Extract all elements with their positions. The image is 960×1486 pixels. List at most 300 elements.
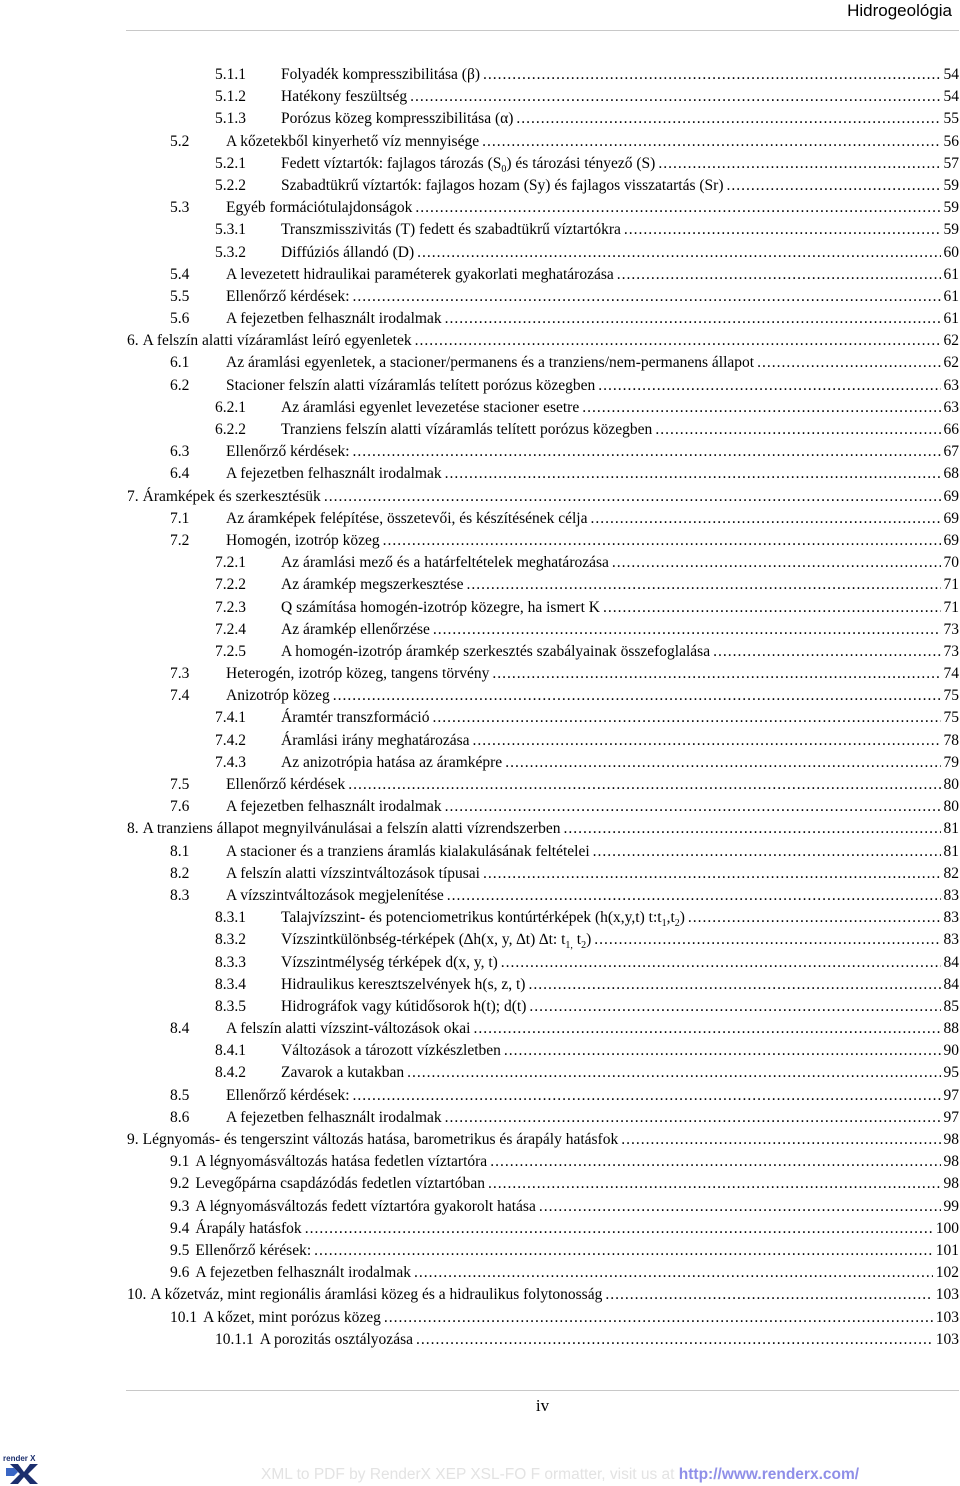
toc-entry-title — [281, 974, 525, 996]
toc-entry-title — [226, 1107, 442, 1129]
toc-entry-title-part: A felszín alatti vízszint-változások okai — [226, 1020, 471, 1038]
toc-entry-title — [226, 863, 480, 885]
toc-dot-leader — [445, 1107, 941, 1129]
toc-entry-subscript: 2 — [674, 918, 680, 930]
toc-entry[interactable] — [0, 641, 960, 663]
toc-entry-number: 7.4 — [170, 687, 190, 705]
toc-entry-page: 69 — [943, 487, 959, 505]
toc-entry-number: 7.4.3 — [215, 753, 246, 771]
toc-entry[interactable] — [0, 264, 960, 286]
toc-entry-page: 68 — [943, 465, 959, 483]
toc-entry-title-part: Áramképek és szerkesztésük — [142, 487, 321, 505]
toc-entry[interactable] — [0, 308, 960, 330]
toc-entry-number: 5.3.1 — [215, 221, 246, 239]
toc-entry-title — [281, 929, 591, 951]
toc-entry-title — [195, 1196, 535, 1218]
toc-entry-number: 8.3.1 — [215, 909, 246, 927]
toc-entry-title — [226, 308, 442, 330]
toc-entry[interactable] — [0, 1062, 960, 1084]
toc-entry[interactable] — [0, 352, 960, 374]
toc-dot-leader — [482, 131, 940, 153]
toc-entry-number: 8. — [127, 820, 139, 838]
toc-entry[interactable] — [0, 841, 960, 863]
toc-entry-title-part: A felszín alatti vízáramlást leíró egyenletek — [142, 332, 412, 350]
toc-entry-title-part: t — [572, 931, 582, 949]
toc-entry-page: 73 — [943, 642, 959, 660]
toc-entry-title-part: A fejezetben felhasznált irodalmak — [226, 310, 442, 328]
toc-entry-title — [203, 1307, 381, 1329]
toc-dot-leader — [416, 1329, 933, 1351]
toc-entry-title-part: Anizotróp közeg — [226, 687, 330, 705]
toc-dot-leader — [605, 1284, 932, 1306]
toc-entry-title-part: Az áramlási egyenletek, a stacioner/permanens és a tranziens/nem-permanens állapot — [226, 354, 755, 372]
toc-entry-page: 59 — [943, 221, 959, 239]
toc-entry-title — [226, 197, 412, 219]
toc-entry[interactable] — [0, 574, 960, 596]
toc-entry-page: 98 — [943, 1131, 959, 1148]
toc-dot-leader — [655, 419, 940, 441]
toc-entry-page: 97 — [943, 1086, 959, 1104]
toc-dot-leader — [417, 242, 940, 264]
toc-entry-title-part: A tranziens állapot megnyilvánulásai a felszín alatti vízrendszerben — [142, 820, 561, 838]
toc-entry-number: 8.6 — [170, 1108, 190, 1126]
toc-entry-page: 100 — [935, 1219, 959, 1237]
toc-entry[interactable] — [0, 619, 960, 641]
toc-dot-leader — [598, 375, 940, 397]
toc-entry-title-part: ,t — [666, 909, 675, 927]
toc-entry[interactable] — [0, 441, 960, 463]
toc-entry-page: 75 — [943, 709, 959, 727]
toc-entry-title — [226, 441, 350, 463]
toc-entry-page: 60 — [943, 243, 959, 261]
toc-entry-page: 69 — [943, 531, 959, 549]
toc-entry[interactable] — [0, 463, 960, 485]
toc-entry-title — [143, 486, 321, 508]
toc-entry-title — [226, 774, 345, 796]
toc-entry[interactable] — [0, 108, 960, 130]
toc-entry-title — [226, 841, 590, 863]
toc-entry-title — [226, 1018, 470, 1040]
toc-entry-title-part: Az áramlási egyenlet levezetése stacioner esetre — [281, 398, 580, 416]
toc-entry-number: 8.3.2 — [215, 931, 246, 949]
toc-dot-leader — [492, 663, 940, 685]
toc-entry-title-part: A kőzetváz, mint regionális áramlási közeg és a hidraulikus folytonosság — [150, 1286, 603, 1304]
toc-dot-leader — [593, 841, 941, 863]
toc-entry[interactable] — [0, 730, 960, 752]
toc-entry-number: 6.2.1 — [215, 398, 246, 416]
toc-entry-number: 9.4 — [170, 1219, 190, 1237]
toc-entry-page: 71 — [943, 598, 959, 616]
toc-dot-leader — [621, 1129, 940, 1151]
toc-entry-title-part: A porozitás osztályozása — [259, 1330, 413, 1348]
toc-entry-title — [226, 286, 350, 308]
toc-entry-title — [281, 730, 470, 752]
toc-entry-title-part: Ellenőrző kérdések — [226, 776, 346, 793]
toc-entry-number: 9. — [127, 1131, 139, 1148]
toc-entry-title-part: Egyéb formációtulajdonságok — [226, 199, 413, 217]
toc-entry-number: 8.5 — [170, 1086, 190, 1104]
toc-entry-number: 9.1 — [170, 1153, 190, 1171]
toc-entry-title — [281, 108, 513, 130]
toc-dot-leader — [488, 1173, 941, 1195]
toc-entry-title-part: Heterogén, izotróp közeg, tangens törvény — [226, 665, 490, 683]
toc-entry-title — [281, 752, 502, 774]
toc-entry[interactable] — [0, 530, 960, 552]
toc-entry-subscript: 2 — [581, 940, 587, 952]
toc-entry-page: 63 — [943, 376, 959, 394]
toc-entry[interactable] — [0, 219, 960, 241]
toc-dot-leader — [594, 929, 940, 951]
toc-entry-title-part: Hidrográfok vagy kútidősorok h(t); d(t) — [281, 997, 527, 1015]
toc-entry[interactable] — [0, 1085, 960, 1107]
toc-entry-page: 82 — [943, 864, 959, 882]
toc-entry[interactable] — [0, 64, 960, 86]
toc-entry-number: 8.4.2 — [215, 1064, 246, 1082]
toc-entry[interactable] — [0, 796, 960, 818]
toc-entry-number: 8.3 — [170, 886, 190, 904]
toc-entry-title — [281, 64, 480, 86]
toc-dot-leader — [490, 1151, 940, 1173]
toc-entry[interactable] — [0, 486, 960, 508]
toc-dot-leader — [617, 264, 941, 286]
toc-dot-leader — [324, 486, 941, 508]
toc-entry-number: 5.6 — [170, 310, 190, 328]
toc-entry-title — [226, 796, 442, 818]
toc-entry-title-part: Az áramkép megszerkesztése — [281, 576, 464, 594]
toc-entry-title-part: Áramtér transzformáció — [281, 709, 430, 727]
toc-entry-title — [281, 907, 685, 929]
toc-entry-number: 7.2.1 — [215, 554, 246, 572]
toc-dot-leader — [501, 952, 941, 974]
toc-entry-page: 54 — [943, 66, 959, 83]
toc-entry-title — [226, 264, 614, 286]
toc-entry-page: 98 — [943, 1175, 959, 1193]
toc-entry-title-part: A fejezetben felhasznált irodalmak — [226, 1108, 442, 1126]
toc-dot-leader — [384, 1307, 933, 1329]
toc-entry-page: 84 — [943, 975, 959, 993]
toc-entry-title — [281, 175, 723, 197]
toc-entry-number: 7.2.5 — [215, 642, 246, 660]
toc-entry-title — [143, 818, 561, 840]
toc-entry-number: 9.2 — [170, 1175, 190, 1193]
toc-entry-title-part: Stacioner felszín alatti vízáramlás telített porózus közegben — [226, 376, 596, 394]
toc-dot-leader — [314, 1240, 933, 1262]
toc-entry-number: 6.2 — [170, 376, 190, 394]
toc-entry-page: 84 — [943, 953, 959, 971]
toc-entry-page: 67 — [943, 443, 959, 461]
toc-dot-leader — [624, 219, 941, 241]
toc-dot-leader — [353, 286, 941, 308]
toc-entry-title-part: Az áramlási mező és a határfeltételek meghatározása — [281, 554, 609, 572]
toc-dot-leader — [410, 86, 940, 108]
toc-entry-page: 80 — [943, 798, 959, 816]
toc-entry[interactable] — [0, 1329, 960, 1351]
toc-dot-leader — [564, 818, 941, 840]
toc-entry-title-part: Szabadtükrű víztartók: fajlagos hozam (Sy) és fajlagos visszatartás (Sr) — [281, 176, 724, 194]
renderx-logo-text: render X — [3, 1454, 36, 1463]
toc-entry-page: 61 — [943, 287, 959, 305]
toc-entry-title-part: Vízszintmélység térképek d(x, y, t) — [281, 953, 498, 971]
toc-entry[interactable] — [0, 1173, 960, 1195]
toc-entry-number: 5.3 — [170, 199, 190, 217]
toc-dot-leader — [529, 996, 940, 1018]
toc-entry[interactable] — [0, 929, 960, 951]
toc-entry-title-part: A homogén-izotróp áramkép szerkesztés szabályainak összefoglalása — [281, 642, 711, 660]
toc-entry[interactable] — [0, 707, 960, 729]
toc-entry-title-part: ) — [679, 909, 685, 927]
toc-entry-title — [281, 419, 652, 441]
toc-entry-number: 10. — [127, 1286, 147, 1304]
toc-entry-number: 7.4.2 — [215, 731, 246, 749]
toc-entry[interactable] — [0, 175, 960, 197]
toc-entry-title — [260, 1329, 413, 1351]
toc-dot-leader — [466, 574, 940, 596]
toc-dot-leader — [383, 530, 941, 552]
toc-entry[interactable] — [0, 197, 960, 219]
toc-entry-title — [195, 1173, 485, 1195]
toc-dot-leader — [688, 907, 941, 929]
toc-entry-title — [281, 219, 621, 241]
toc-entry-title — [226, 1085, 350, 1107]
toc-entry-title-part: A stacioner és a tranziens áramlás kialakulásának feltételei — [226, 842, 590, 860]
toc-entry[interactable] — [0, 952, 960, 974]
toc-dot-leader — [516, 108, 940, 130]
toc-entry-title-part: A kőzet, mint porózus közeg — [203, 1308, 381, 1326]
toc-entry[interactable] — [0, 419, 960, 441]
toc-dot-leader — [305, 1218, 933, 1240]
toc-entry-page: 85 — [943, 997, 959, 1015]
toc-entry-page: 71 — [943, 576, 959, 594]
toc-entry[interactable] — [0, 752, 960, 774]
toc-entry-title — [143, 1129, 619, 1151]
toc-entry-title-part: A légnyomásváltozás fedett víztartóra gyakorolt hatása — [195, 1197, 536, 1215]
toc-entry-page: 74 — [943, 665, 959, 683]
toc-dot-leader — [539, 1196, 941, 1218]
toc-entry-number: 8.3.5 — [215, 997, 246, 1015]
toc-entry-number: 8.2 — [170, 864, 190, 882]
toc-entry-title-part: Ellenőrző kérdések: — [226, 443, 350, 461]
header-divider — [126, 30, 959, 31]
toc-entry-title — [226, 131, 479, 153]
toc-entry-title-part: Levegőpárna csapdázódás fedetlen víztartóban — [195, 1175, 485, 1193]
toc-entry[interactable] — [0, 1307, 960, 1329]
toc-entry-page: 66 — [943, 421, 959, 438]
toc-dot-leader — [353, 1085, 941, 1107]
toc-entry-number: 6.3 — [170, 443, 190, 461]
toc-entry-number: 5.1.3 — [215, 110, 246, 128]
toc-dot-leader — [333, 685, 941, 707]
toc-entry[interactable] — [0, 86, 960, 108]
toc-entry[interactable] — [0, 508, 960, 530]
toc-dot-leader — [757, 352, 940, 374]
toc-entry-title — [281, 552, 609, 574]
toc-entry[interactable] — [0, 1240, 960, 1262]
toc-entry-number: 7.4.1 — [215, 709, 246, 727]
toc-entry-title-part: Porózus közeg kompresszibilitása (α) — [281, 110, 514, 128]
toc-entry[interactable] — [0, 1129, 960, 1151]
toc-entry[interactable] — [0, 375, 960, 397]
toc-entry[interactable] — [0, 1196, 960, 1218]
toc-entry-title — [195, 1262, 411, 1284]
toc-entry[interactable] — [0, 863, 960, 885]
toc-entry-title-part: A vízszintváltozások megjelenítése — [226, 886, 444, 904]
toc-dot-leader — [612, 552, 941, 574]
toc-entry-page: 59 — [943, 176, 959, 194]
toc-entry[interactable] — [0, 774, 960, 796]
toc-entry-number: 10.1 — [170, 1308, 198, 1326]
toc-entry-number: 7.5 — [170, 776, 190, 793]
toc-entry[interactable] — [0, 286, 960, 308]
toc-entry[interactable] — [0, 153, 960, 175]
toc-dot-leader — [415, 330, 941, 352]
toc-entry[interactable] — [0, 907, 960, 929]
toc-entry[interactable] — [0, 996, 960, 1018]
toc-entry-title-part: A felszín alatti vízszintváltozások típusai — [226, 864, 480, 882]
toc-entry[interactable] — [0, 131, 960, 153]
watermark-text: XML to PDF by RenderX XEP XSL-FO F ormatter, visit us at — [261, 1466, 679, 1483]
toc-entry[interactable] — [0, 974, 960, 996]
toc-entry[interactable] — [0, 597, 960, 619]
toc-entry[interactable] — [0, 685, 960, 707]
toc-entry-page: 103 — [935, 1308, 959, 1326]
toc-entry-page: 61 — [943, 265, 959, 283]
toc-entry[interactable] — [0, 242, 960, 264]
toc-entry-title — [226, 885, 444, 907]
renderx-logo-icon — [2, 1452, 42, 1484]
toc-entry[interactable] — [0, 663, 960, 685]
toc-entry-number: 5.1.2 — [215, 88, 246, 106]
toc-entry-subscript: 1 — [661, 918, 667, 930]
toc-entry[interactable] — [0, 818, 960, 840]
renderx-website-link[interactable]: http://www.renderx.com/ — [678, 1466, 860, 1483]
toc-entry-page: 103 — [935, 1286, 959, 1304]
toc-dot-leader — [504, 1040, 941, 1062]
toc-entry-title — [281, 1062, 404, 1084]
toc-entry-page: 83 — [943, 931, 959, 949]
toc-dot-leader — [726, 175, 940, 197]
toc-entry-page: 56 — [943, 132, 959, 150]
toc-entry-page: 102 — [935, 1264, 959, 1282]
toc-dot-leader — [713, 641, 940, 663]
toc-entry-subscript: 1, — [565, 940, 573, 952]
toc-entry-number: 6. — [127, 332, 139, 350]
toc-dot-leader — [473, 730, 941, 752]
toc-entry-title-part: ) — [586, 931, 592, 949]
toc-entry-page: 79 — [943, 753, 959, 771]
toc-dot-leader — [433, 619, 941, 641]
toc-entry-title-part: Az anizotrópia hatása az áramképre — [281, 753, 503, 771]
toc-entry-page: 70 — [943, 554, 959, 572]
toc-entry-page: 95 — [943, 1064, 959, 1082]
toc-entry-title-part: A légnyomásváltozás hatása fedetlen víztartóra — [195, 1153, 488, 1171]
toc-entry-title-part: Fedett víztartók: fajlagos tározás (S — [281, 154, 502, 172]
toc-dot-leader — [483, 64, 940, 86]
toc-entry-number: 5.4 — [170, 265, 190, 283]
toc-entry-number: 7.2.4 — [215, 620, 246, 638]
toc-entry[interactable] — [0, 397, 960, 419]
toc-entry-title-part: Q számítása homogén-izotróp közegre, ha ismert K — [281, 598, 600, 616]
toc-entry-title-part: Ellenőrző kérdések: — [226, 287, 350, 305]
toc-entry[interactable] — [0, 1262, 960, 1284]
toc-entry-page: 78 — [943, 731, 959, 749]
toc-entry-title — [281, 597, 600, 619]
toc-entry-number: 9.6 — [170, 1264, 190, 1282]
running-header-title: Hidrogeológia — [847, 1, 952, 20]
toc-entry-page: 69 — [943, 509, 959, 527]
toc-entry[interactable] — [0, 330, 960, 352]
toc-entry-number: 7.6 — [170, 798, 190, 816]
toc-entry-title-part: A levezetett hidraulikai paraméterek gyakorlati meghatározása — [226, 265, 614, 283]
toc-dot-leader — [407, 1062, 940, 1084]
toc-dot-leader — [591, 508, 941, 530]
toc-entry-title — [281, 397, 579, 419]
toc-entry[interactable] — [0, 1018, 960, 1040]
footer-divider — [126, 1390, 959, 1391]
toc-entry-number: 6.1 — [170, 354, 190, 372]
toc-entry-number: 10.1.1 — [215, 1330, 254, 1348]
toc-entry-page: 73 — [943, 620, 959, 638]
toc-dot-leader — [415, 197, 940, 219]
toc-entry-number: 7.3 — [170, 665, 190, 683]
toc-entry-page: 98 — [943, 1153, 959, 1171]
toc-entry[interactable] — [0, 1284, 960, 1306]
toc-dot-leader — [582, 397, 940, 419]
toc-entry[interactable] — [0, 1040, 960, 1062]
toc-entry-title — [281, 242, 414, 264]
toc-entry-title-part: Változások a tározott vízkészletben — [281, 1042, 501, 1060]
toc-entry-number: 8.4 — [170, 1020, 190, 1038]
toc-entry-page: 75 — [943, 687, 959, 705]
toc-entry-title-part: A fejezetben felhasznált irodalmak — [226, 798, 442, 816]
toc-entry-title — [281, 641, 710, 663]
toc-entry-title-part: Vízszintkülönbség-térképek (∆h(x, y, ∆t) ∆t: t — [281, 931, 566, 949]
toc-dot-leader — [414, 1262, 933, 1284]
toc-entry-title-part: Az áramkép ellenőrzése — [281, 620, 430, 638]
toc-entry-page: 80 — [943, 776, 959, 793]
toc-entry-title-part: Az áramképek felépítése, összetevői, és készítésének célja — [226, 509, 588, 527]
toc-dot-leader — [658, 153, 940, 175]
toc-dot-leader — [348, 774, 940, 796]
toc-entry[interactable] — [0, 552, 960, 574]
toc-entry-number: 8.3.3 — [215, 953, 246, 971]
toc-dot-leader — [353, 441, 941, 463]
toc-dot-leader — [483, 863, 941, 885]
toc-entry-title — [226, 352, 754, 374]
toc-entry-title — [281, 996, 526, 1018]
toc-entry-title — [226, 508, 588, 530]
toc-entry-title-part: Tranziens felszín alatti vízáramlás telített porózus közegben — [281, 421, 653, 438]
toc-entry[interactable] — [0, 1151, 960, 1173]
toc-entry-title-part: Homogén, izotróp közeg — [226, 531, 380, 549]
toc-dot-leader — [445, 308, 941, 330]
toc-entry[interactable] — [0, 1218, 960, 1240]
toc-entry-title — [226, 685, 330, 707]
toc-entry[interactable] — [0, 885, 960, 907]
toc-entry-title-part: Transzmisszivitás (T) fedett és szabadtükrű víztartókra — [281, 221, 621, 239]
toc-entry-title-part: Árapály hatásfok — [195, 1219, 302, 1237]
toc-entry-title — [281, 619, 430, 641]
toc-entry-title-part: Hatékony feszültség — [281, 88, 408, 106]
toc-entry-title-part: Diffúziós állandó (D) — [281, 243, 415, 261]
toc-entry-title-part: ) és tározási tényező (S) — [506, 154, 656, 172]
toc-entry-page: 99 — [943, 1197, 959, 1215]
toc-entry-number: 5.2.2 — [215, 176, 246, 194]
toc-entry[interactable] — [0, 1107, 960, 1129]
toc-entry-number: 6.4 — [170, 465, 190, 483]
toc-dot-leader — [603, 597, 941, 619]
toc-entry-number: 5.2 — [170, 132, 190, 150]
toc-dot-leader — [445, 463, 941, 485]
